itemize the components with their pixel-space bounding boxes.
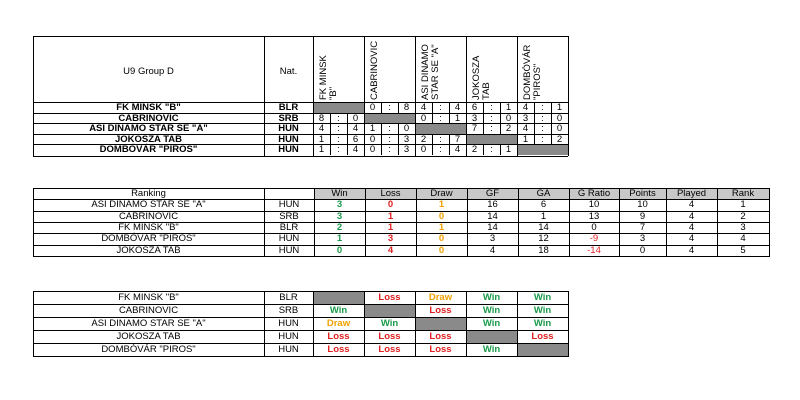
ranking-played-value: 4 [688, 199, 695, 211]
score-part: : [388, 123, 391, 135]
nationality: SRB [278, 305, 299, 316]
ranking-loss-value: 1 [387, 221, 394, 233]
nationality: BLR [279, 292, 298, 303]
team-name: ASI DINAMO STAR SE "A" [89, 123, 208, 135]
result-win: Win [533, 292, 552, 303]
score-part: : [439, 102, 442, 113]
ranking-ga-value: 12 [538, 233, 549, 245]
ranking-rank-value: 3 [740, 221, 746, 233]
ranking-win-value: 0 [336, 244, 343, 256]
score-part: 8 [403, 102, 410, 113]
result-win: Win [482, 344, 501, 355]
score-part: 2 [471, 144, 478, 156]
ranking-win-value: 2 [336, 221, 343, 233]
nationality: HUN [278, 133, 299, 145]
diagonal-shade [518, 344, 568, 356]
ranking-column-header: GF [485, 188, 500, 199]
score-part: : [490, 102, 493, 113]
nationality: HUN [278, 344, 299, 355]
score-part: 6 [471, 102, 478, 113]
grid-line [568, 291, 569, 357]
ranking-column-header: G Ratio [577, 188, 611, 199]
nationality: HUN [278, 331, 299, 342]
ranking-draw-value: 1 [438, 199, 445, 211]
score-part: : [337, 144, 340, 156]
ranking-gf-value: 16 [487, 199, 498, 211]
score-part: 1 [505, 144, 512, 156]
team-name: FK MINSK "B" [118, 221, 179, 233]
diagonal-shade [416, 124, 466, 134]
score-part: 4 [318, 123, 325, 135]
score-part: 4 [454, 144, 461, 156]
column-header-team: ASI DINAMO STAR SE "A" [420, 44, 441, 100]
nationality: SRB [279, 210, 299, 222]
result-win: Win [380, 318, 399, 329]
ranking-win-value: 3 [336, 210, 343, 222]
ranking-draw-value: 0 [438, 233, 445, 245]
team-name: ASI DINAMO STAR SE "A" [91, 199, 206, 211]
score-part: 7 [471, 123, 478, 135]
team-name: FK MINSK "B" [118, 292, 179, 303]
score-part: : [541, 112, 544, 124]
team-name: JOKOSZA TAB [116, 244, 181, 256]
ranking-gf-value: 4 [489, 244, 496, 256]
score-part: 0 [369, 102, 376, 113]
ranking-column-header: GA [536, 188, 551, 199]
score-part: : [439, 144, 442, 156]
ranking-ga-value: 1 [540, 210, 547, 222]
grid-line [33, 256, 769, 257]
score-part: 6 [352, 133, 359, 145]
score-part: : [388, 133, 391, 145]
result-loss: Loss [378, 344, 401, 355]
grid-line [568, 36, 569, 156]
score-part: 0 [369, 144, 376, 156]
score-part: 1 [522, 133, 529, 145]
ranking-column-header: Points [629, 188, 656, 199]
ranking-loss-value: 0 [387, 199, 394, 211]
ranking-title: Ranking [131, 188, 166, 199]
nationality: HUN [278, 244, 300, 256]
ranking-gf-value: 14 [487, 221, 498, 233]
ranking-win-value: 3 [336, 199, 343, 211]
grid-line [33, 356, 568, 357]
diagonal-shade [365, 305, 415, 317]
ranking-draw-value: 0 [438, 244, 445, 256]
score-part: : [439, 133, 442, 145]
score-part: : [388, 144, 391, 156]
team-name: JOKOSZA TAB [114, 133, 183, 145]
score-part: 4 [522, 123, 529, 135]
grid-line [33, 36, 568, 37]
ranking-played-value: 4 [688, 233, 695, 245]
result-win: Win [482, 305, 501, 316]
score-part: 4 [420, 102, 427, 113]
ranking-rank-value: 2 [740, 210, 746, 222]
ranking-column-header: Rank [731, 188, 755, 199]
ranking-loss-value: 4 [387, 244, 394, 256]
nationality: BLR [279, 221, 299, 233]
score-part: 0 [505, 112, 512, 124]
ranking-column-header: Win [331, 188, 348, 199]
nat-header: Nat. [279, 66, 298, 77]
score-part: 3 [403, 144, 410, 156]
score-part: : [541, 133, 544, 145]
ranking-ga-value: 18 [538, 244, 549, 256]
result-win: Win [482, 318, 501, 329]
score-part: 3 [471, 112, 478, 124]
result-win: Win [329, 305, 348, 316]
team-name: DOMBÓVÁR "PIROS" [99, 144, 198, 156]
result-draw: Draw [428, 292, 453, 303]
ranking-ratio-value: 13 [588, 210, 600, 222]
ranking-points-value: 10 [637, 199, 648, 211]
column-header-team: DOMBÓVÁR "PIROS" [522, 44, 543, 100]
result-loss: Loss [531, 331, 554, 342]
team-name: CABRINOVIC [118, 305, 179, 316]
team-name: DOMBÓVÁR "PIROS" [101, 233, 196, 245]
ranking-column-header: Draw [430, 188, 453, 199]
score-part: 1 [369, 123, 376, 135]
ranking-points-value: 7 [639, 221, 646, 233]
column-header-team: FK MINSK "B" [318, 55, 339, 100]
ranking-column-header: Loss [380, 188, 401, 199]
ranking-points-value: 0 [639, 244, 646, 256]
score-part: 0 [556, 112, 563, 124]
team-name: ASI DINAMO STAR SE "A" [91, 318, 206, 329]
score-part: 4 [352, 123, 359, 135]
ranking-gf-value: 14 [487, 210, 498, 222]
score-part: : [337, 133, 340, 145]
result-loss: Loss [429, 344, 452, 355]
grid-line [466, 36, 467, 156]
result-loss: Loss [378, 331, 401, 342]
score-part: 2 [420, 133, 427, 145]
nationality: HUN [278, 199, 300, 211]
score-part: 1 [454, 112, 461, 124]
score-part: 2 [556, 133, 563, 145]
result-loss: Loss [429, 331, 452, 342]
score-part: 2 [505, 123, 512, 135]
ranking-column-header: Played [676, 188, 707, 199]
score-part: : [541, 123, 544, 135]
team-name: FK MINSK "B" [116, 102, 181, 113]
ranking-ga-value: 6 [540, 199, 547, 211]
diagonal-shade [314, 292, 364, 304]
ranking-ratio-value: -14 [587, 244, 601, 256]
ranking-ga-value: 14 [538, 221, 549, 233]
grid-line [769, 188, 770, 257]
diagonal-shade [467, 135, 517, 145]
team-name: JOKOSZA TAB [116, 331, 181, 342]
diagonal-shade [416, 318, 466, 330]
matrix-title: U9 Group D [123, 66, 174, 77]
ranking-played-value: 4 [688, 221, 695, 233]
diagonal-shade [467, 331, 517, 343]
score-part: 4 [522, 102, 529, 113]
result-loss: Loss [429, 305, 452, 316]
nationality: HUN [278, 318, 299, 329]
score-part: 1 [505, 102, 512, 113]
score-part: 1 [318, 133, 325, 145]
diagonal-shade [314, 103, 364, 113]
ranking-gf-value: 3 [489, 233, 496, 245]
team-name: CABRINOVIC [118, 210, 179, 222]
score-part: 4 [454, 102, 461, 113]
team-name: DOMBÓVÁR "PIROS" [101, 344, 196, 355]
team-name: CABRINOVIC [118, 112, 179, 124]
result-loss: Loss [327, 344, 350, 355]
score-part: 8 [318, 112, 325, 124]
score-part: 1 [556, 102, 563, 113]
ranking-rank-value: 5 [740, 244, 746, 256]
score-part: : [337, 123, 340, 135]
score-part: : [490, 144, 493, 156]
ranking-ratio-value: -9 [589, 233, 599, 245]
score-part: 0 [556, 123, 563, 135]
ranking-rank-value: 1 [740, 199, 746, 211]
score-part: 3 [522, 112, 529, 124]
score-part: : [490, 112, 493, 124]
score-part: : [337, 112, 340, 124]
ranking-ratio-value: 10 [588, 199, 600, 211]
ranking-points-value: 3 [639, 233, 646, 245]
grid-line [33, 156, 568, 157]
ranking-played-value: 4 [688, 210, 695, 222]
ranking-points-value: 9 [639, 210, 646, 222]
result-draw: Draw [326, 318, 351, 329]
score-part: 0 [369, 133, 376, 145]
score-part: : [490, 123, 493, 135]
score-part: 0 [420, 144, 427, 156]
score-part: 0 [352, 112, 359, 124]
result-loss: Loss [378, 292, 401, 303]
ranking-rank-value: 4 [740, 233, 746, 245]
score-part: : [388, 102, 391, 113]
nationality: HUN [278, 233, 300, 245]
result-loss: Loss [327, 331, 350, 342]
score-part: 4 [352, 144, 359, 156]
score-part: 0 [420, 112, 427, 124]
ranking-win-value: 1 [336, 233, 343, 245]
diagonal-shade [365, 114, 415, 124]
score-part: 0 [403, 123, 410, 135]
score-part: 7 [454, 133, 461, 145]
result-win: Win [533, 305, 552, 316]
nationality: HUN [278, 144, 299, 156]
score-part: 1 [318, 144, 325, 156]
result-win: Win [533, 318, 552, 329]
ranking-draw-value: 1 [438, 221, 445, 233]
ranking-loss-value: 3 [387, 233, 394, 245]
ranking-ratio-value: 0 [591, 221, 597, 233]
ranking-played-value: 4 [688, 244, 695, 256]
column-header-team: JOKOSZA TAB [471, 55, 492, 100]
score-part: 3 [403, 133, 410, 145]
score-part: : [541, 102, 544, 113]
ranking-draw-value: 0 [438, 210, 445, 222]
result-win: Win [482, 292, 501, 303]
ranking-loss-value: 1 [387, 210, 394, 222]
score-part: : [439, 112, 442, 124]
nationality: HUN [278, 123, 299, 135]
nationality: BLR [278, 102, 299, 113]
nationality: SRB [278, 112, 299, 124]
diagonal-shade [518, 145, 568, 155]
column-header-team: CABRINOVIC [369, 40, 380, 100]
